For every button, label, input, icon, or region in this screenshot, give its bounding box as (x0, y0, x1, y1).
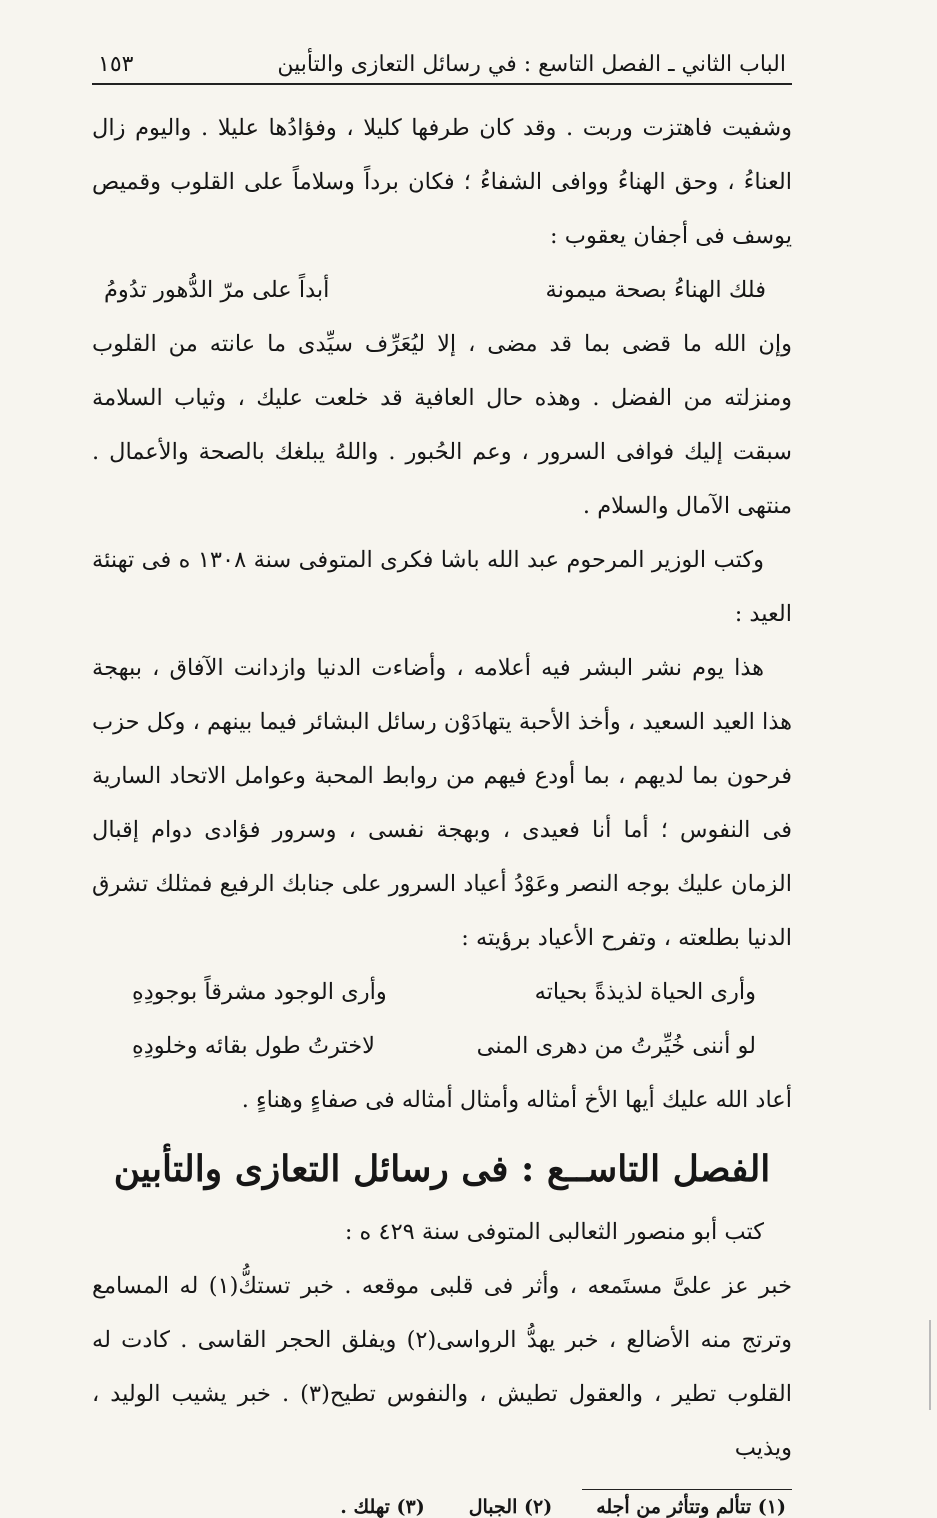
verse-hemistich-right: وأرى الحياة لذيذةً بحياته (534, 979, 756, 1005)
book-page (92, 52, 792, 1518)
paragraph-opening: وشفيت فاهتزت وربت . وقد كان طرفها كليلا ، وفؤادُها عليلا . واليوم زال العناءُ ، وحق الهناءُ ووافى الشفاءُ ؛ فكان برداً وسلاماً على القلوب وقميص يوسف فى أجفان يعقوب : (92, 115, 792, 249)
verse-hemistich-right: لو أننى خُيِّرتُ من دهرى المنى (476, 1033, 756, 1059)
paragraph-closing-wish: أعاد الله عليك أيها الأخ أمثاله وأمثال أمثاله فى صفاءٍ وهناءٍ . (241, 1087, 792, 1113)
verse-line-2 (92, 965, 792, 1019)
footnote-2: (٢) الجبال (468, 1496, 553, 1518)
verse-hemistich-left: لاخترتُ طول بقائه وخلودِهِ (132, 1033, 375, 1059)
paragraph-eid-letter: هذا يوم نشر البشر فيه أعلامه ، وأضاءت الدنيا وازدانت الآفاق ، ببهجة هذا العيد السعيد ، وأخذ الأحبة يتهادَوْن رسائل البشائر فيما بينهم ، وكل حزب فرحون بما لديهم ، بما أودع فيهم من روابط المحبة وعوامل الاتحاد السارية فى النفوس ؛ أما أنا فعيدى ، وبهجة نفسى ، وسرور فؤادى دوام إقبال الزمان عليك بوجه النصر وعَوْدُ أعياد السرور على جنابك الرفيع فمثلك تشرق الدنيا بطلعته ، وتفرح الأعياد برؤيته : (92, 655, 792, 951)
footnote-3: (٣) تهلك . (340, 1496, 425, 1518)
paragraph-congrats-end: وإن الله ما قضى بما قد مضى ، إلا ليُعَرِّف سيِّدى ما عانته من القلوب ومنزلته من الفضل . وهذه حال العافية قد خلعت عليك ، وثياب السلامة سبقت إليك فوافى السرور ، وعم الحُبور . واللهُ يبلغك بالصحة والأعمال . منتهى الآمال والسلام . (92, 331, 792, 519)
verse-hemistich-right: فلك الهناءُ بصحة ميمونة (545, 277, 766, 303)
footnotes (92, 1496, 792, 1518)
verse-line-3 (92, 1019, 792, 1073)
paragraph-intro-fikri: وكتب الوزير المرحوم عبد الله باشا فكرى المتوفى سنة ١٣٠٨ ه فى تهنئة العيد : (92, 547, 792, 627)
section-heading: الفصل التاســع : فى رسائل التعازى والتأبين (113, 1148, 771, 1190)
verse-hemistich-left: أبداً على مرّ الدُّهور تدُومُ (104, 277, 330, 303)
verse-hemistich-left: وأرى الوجود مشرقاً بوجودِهِ (132, 979, 387, 1005)
scan-edge-mark (929, 1320, 931, 1410)
page-number: ١٥٣ (98, 52, 134, 77)
footnote-rule (582, 1489, 792, 1490)
paragraph-intro-thaalibi: كتب أبو منصور الثعالبى المتوفى سنة ٤٢٩ ه : (344, 1219, 764, 1245)
header-rule (92, 83, 792, 85)
running-header (92, 52, 792, 83)
verse-line-1 (92, 263, 792, 317)
paragraph-condolence-letter: خبر عز علىَّ مستَمعه ، وأثر فى قلبى موقعه . خبر تستكُّ(١) له المسامع وترتج منه الأضالع ، خبر يهدُّ الرواسى(٢) ويفلق الحجر القاسى . كادت له القلوب تطير ، والعقول تطيش ، والنفوس تطيح(٣) . خبر يشيب الوليد ، ويذيب (92, 1273, 793, 1461)
running-title: الباب الثاني ـ الفصل التاسع : في رسائل التعازى والتأبين (277, 52, 786, 77)
footnote-1: (١) تتألم وتتأثر من أجله (596, 1496, 786, 1518)
